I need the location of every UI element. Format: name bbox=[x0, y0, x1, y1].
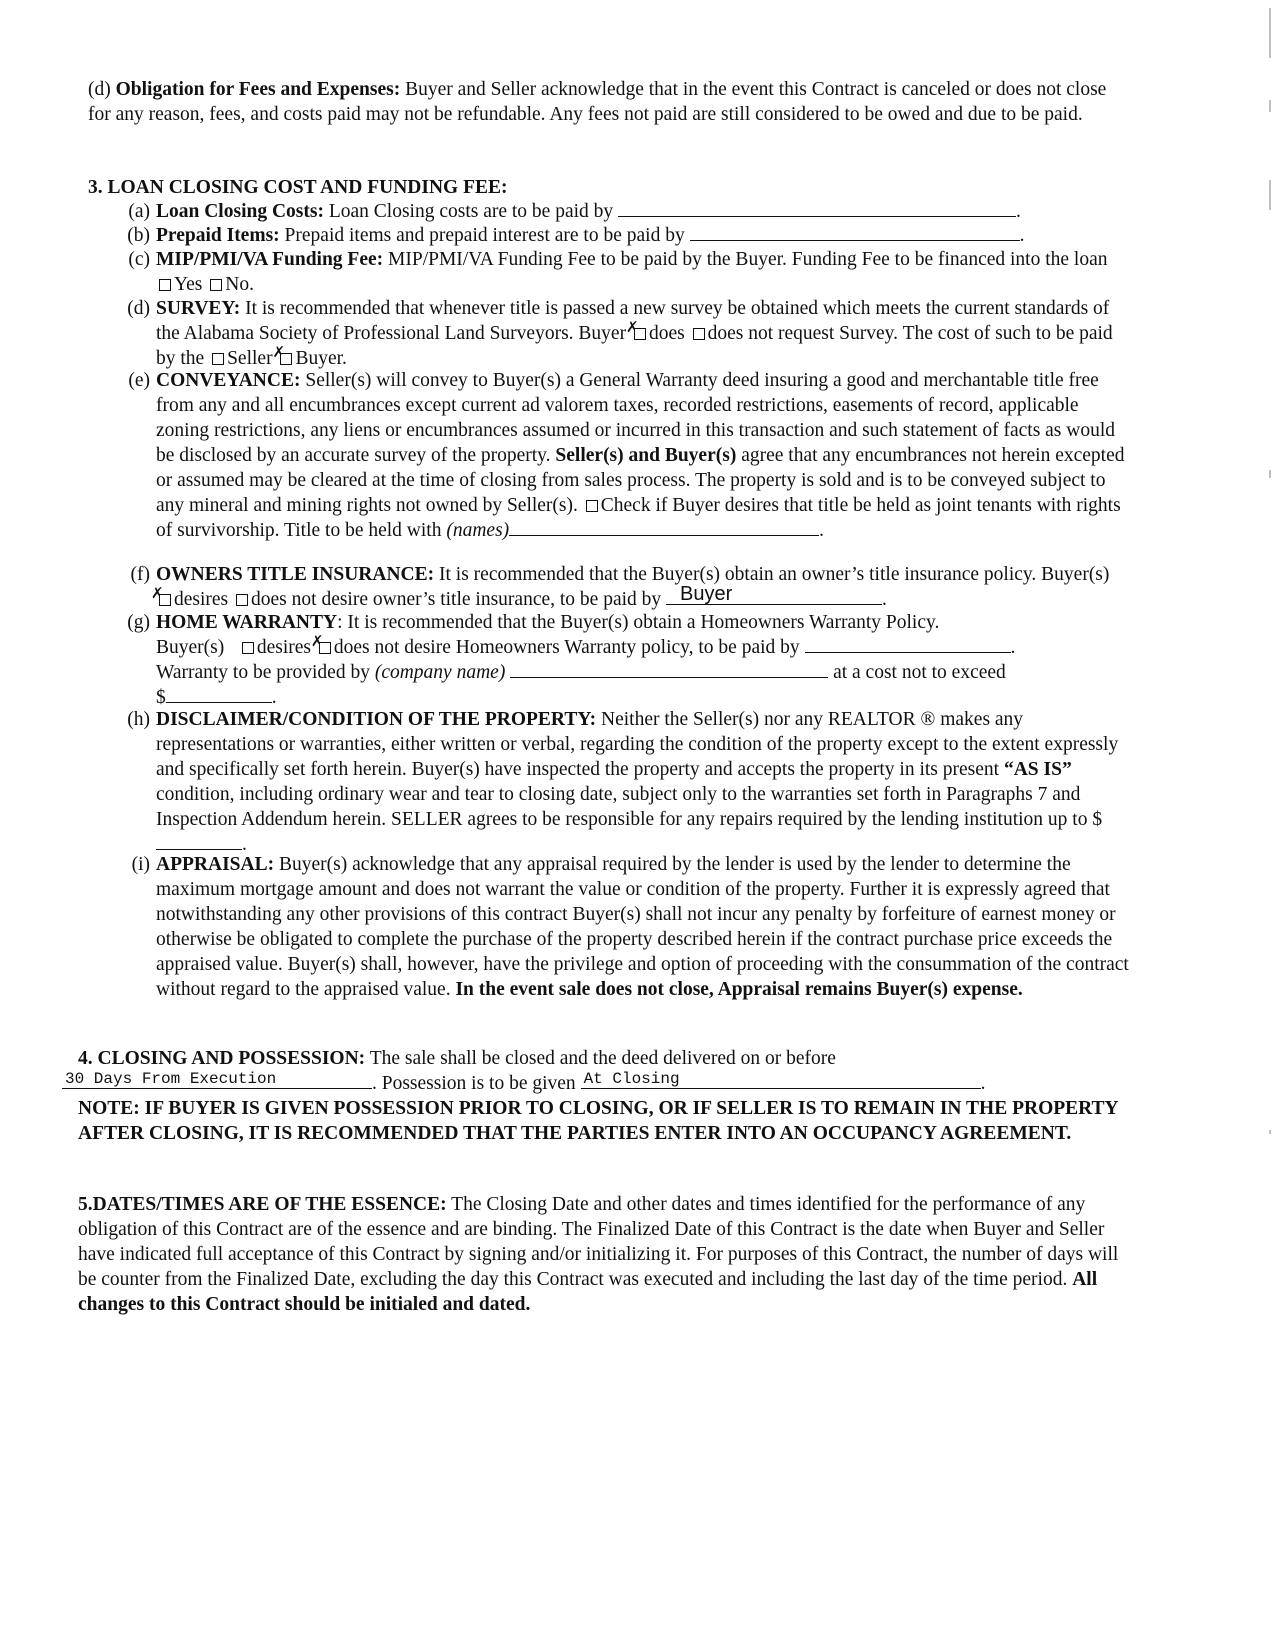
scan-mark bbox=[1269, 100, 1271, 112]
yes-label: Yes bbox=[174, 274, 203, 295]
scan-mark bbox=[1269, 8, 1271, 58]
section-3d bbox=[110, 296, 1130, 371]
title-insurance-paid-by-value: Buyer bbox=[680, 583, 733, 605]
section-3a-title: Loan Closing Costs: bbox=[156, 201, 324, 222]
section-3b-label: (b) bbox=[127, 225, 150, 246]
section-2d bbox=[88, 77, 1128, 127]
prepaid-items-paid-by-field[interactable] bbox=[690, 223, 1020, 241]
section-3e-title: CONVEYANCE: bbox=[156, 370, 301, 391]
section-4-text2: . Possession is to be given bbox=[372, 1073, 576, 1094]
scan-mark bbox=[1269, 1130, 1271, 1134]
section-3h-text2: condition, including ordinary wear and tear to closing date, subject only to the warranties set forth in Paragraphs 7 and Inspection Addendum herein. SELLER agrees to be responsible for any repairs required by the lending institution up to $ bbox=[156, 784, 1103, 830]
section-2d-title: Obligation for Fees and Expenses: bbox=[115, 79, 401, 100]
section-3i-label: (i) bbox=[131, 854, 150, 875]
section-3g-title: HOME WARRANTY bbox=[156, 612, 338, 633]
warranty-desires-checkbox[interactable] bbox=[242, 642, 254, 654]
section-3i-title: APPRAISAL: bbox=[156, 854, 275, 875]
closing-costs-paid-by-field[interactable] bbox=[618, 199, 1016, 217]
section-3a-text: Loan Closing costs are to be paid by bbox=[328, 201, 614, 222]
section-3g-label: (g) bbox=[127, 612, 150, 633]
section-5-text: The Closing Date and other dates and times identified for the performance of any obligation of this Contract are of the essence and are binding. The Finalized Date of this Contract is the date when Buyer and Seller have indicated full acceptance of this Contract by signing and/or initializing it. For purposes of this Contract, the number of days will be counter from the Finalized Date, excluding the day this Contract was executed and including the last day of the time period. bbox=[78, 1194, 1119, 1290]
title-insurance-not-desire-checkbox[interactable] bbox=[236, 594, 248, 606]
title-names-field[interactable] bbox=[509, 518, 819, 536]
section-3f-text: It is recommended that the Buyer(s) obtain an owner’s title insurance policy. Buyer(s) bbox=[439, 564, 1110, 585]
possession-field[interactable] bbox=[581, 1071, 981, 1089]
section-3c-text: MIP/PMI/VA Funding Fee to be paid by the Buyer. Funding Fee to be financed into the loan bbox=[388, 249, 1108, 270]
section-3h: (h) DISCLAIMER/CONDITION OF THE PROPERTY: Neither the Seller(s) nor any REALTOR ® makes any representations or warranties, either written or verbal, regarding the condition of the property except to the extent expressly and specifically set forth herein. Buyer(s) have inspected the property and accepts the property in its present “AS IS” condition, including ordinary wear and tear to closing date, subject only to the warranties set forth in Paragraphs 7 and Inspection Addendum herein. SELLER agrees to be responsible for any repairs required by the lending institution up to $. bbox=[110, 707, 1130, 857]
section-3a-label: (a) bbox=[128, 201, 150, 222]
section-3b: (b) Prepaid Items: Prepaid items and prepaid interest are to be paid by . bbox=[110, 223, 1130, 248]
title-insurance-desires-checkbox[interactable] bbox=[159, 594, 171, 606]
joint-tenants-checkbox[interactable] bbox=[586, 500, 598, 512]
section-3c-title: MIP/PMI/VA Funding Fee: bbox=[156, 249, 384, 270]
section-4 bbox=[65, 1046, 1133, 1146]
section-3a: (a) Loan Closing Costs: Loan Closing costs are to be paid by . bbox=[110, 199, 1130, 224]
names-label: (names) bbox=[446, 520, 510, 541]
section-3f-title: OWNERS TITLE INSURANCE: bbox=[156, 564, 435, 585]
section-3i bbox=[110, 852, 1130, 1002]
survey-cost-seller-checkbox[interactable] bbox=[212, 353, 224, 365]
occupancy-note bbox=[78, 1096, 1133, 1146]
as-is-text: “AS IS” bbox=[1003, 759, 1072, 780]
section-2d-text: Buyer and Seller acknowledge that in the event this Contract is canceled or does not close for any reason, fees, and costs paid may not be refundable. Any fees not paid are still considered to be owed and due to be paid. bbox=[88, 79, 1107, 125]
section-3e-text2: agree that any encumbrances not herein excepted or assumed may be cleared at the time of closing from sales process. The property is sold and is to be conveyed subject to any mineral and mining rights not owned by Seller(s). bbox=[156, 445, 1125, 516]
section-4-line2: 30 Days From Execution . Possession is to be given At Closing . bbox=[62, 1071, 1133, 1096]
survey-does-not-checkbox[interactable] bbox=[693, 328, 705, 340]
section-3-heading bbox=[88, 175, 1128, 200]
buyers-label: Buyer(s) bbox=[156, 637, 225, 658]
section-3g: (g) HOME WARRANTY: It is recommended that the Buyer(s) obtain a Homeowners Warranty Policy. Buyer(s) desires ✗ does not desire Homeowners Warranty policy, to be paid by . Warranty to be provided by (company name) at a cost not to exceed $ . bbox=[110, 610, 1130, 710]
warranty-company-field[interactable] bbox=[510, 660, 828, 678]
section-3c-label: (c) bbox=[128, 249, 150, 270]
section-4-text1: The sale shall be closed and the deed delivered on or before bbox=[369, 1048, 836, 1069]
section-3b-text: Prepaid items and prepaid interest are to be paid by bbox=[284, 225, 685, 246]
survey-cost-buyer-checkbox[interactable] bbox=[280, 353, 292, 365]
closing-date-value: 30 Days From Execution bbox=[65, 1070, 277, 1088]
section-3e-bold: Seller(s) and Buyer(s) bbox=[555, 445, 737, 466]
section-5 bbox=[78, 1192, 1133, 1317]
warranty-cost-label: at a cost not to exceed bbox=[833, 662, 1006, 683]
warranty-not-desire-checkbox[interactable] bbox=[319, 642, 331, 654]
survey-cost-text: The cost of such to be paid by the bbox=[156, 323, 1113, 369]
section-3c bbox=[110, 247, 1130, 297]
warranty-paid-by-field[interactable] bbox=[805, 635, 1011, 653]
does-not-label: does not request Survey. bbox=[707, 323, 899, 344]
section-2d-label: (d) bbox=[88, 79, 111, 100]
does-label: does bbox=[648, 323, 685, 344]
warranty-provided-by-label: Warranty to be provided by bbox=[156, 662, 370, 683]
scan-mark bbox=[1269, 180, 1271, 210]
section-3e: (e) CONVEYANCE: Seller(s) will convey to Buyer(s) a General Warranty deed insuring a good and merchantable title free from any and all encumbrances except current ad valorem taxes, recorded restrictions, easements of record, applicable zoning restrictions, any liens or encumbrances assumed or incurred in this transaction and such statement of facts as would be disclosed by an accurate survey of the property. Seller(s) and Buyer(s) agree that any encumbrances not herein excepted or assumed may be cleared at the time of closing from sales process. The property is sold and is to be conveyed subject to any mineral and mining rights not owned by Seller(s). Check if Buyer desires that title be held as joint tenants with rights of survivorship. Title to be held with (names) . bbox=[110, 368, 1130, 543]
section-3d-label: (d) bbox=[127, 298, 150, 319]
section-3e-text1: Seller(s) will convey to Buyer(s) a General Warranty deed insuring a good and merchantable title free from any and all encumbrances except current ad valorem taxes, recorded restrictions, easements of record, applicable zoning restrictions, any liens or encumbrances assumed or incurred in this transaction and such statement of facts as would be disclosed by an accurate survey of the property. bbox=[156, 370, 1116, 466]
section-3h-title: DISCLAIMER/CONDITION OF THE PROPERTY: bbox=[156, 709, 597, 730]
survey-does-checkbox[interactable] bbox=[634, 328, 646, 340]
section-3f: (f) OWNERS TITLE INSURANCE: It is recommended that the Buyer(s) obtain an owner’s title insurance policy. Buyer(s) ✗desires does not desire owner’s title insurance, to be paid by Buyer . bbox=[110, 562, 1130, 612]
section-3h-text1: Neither the Seller(s) nor any REALTOR ® makes any representations or warranties, either written or verbal, regarding the condition of the property except to the extent expressly and specifically set forth herein. Buyer(s) have inspected the property and accepts the property in its present bbox=[156, 709, 1119, 780]
warranty-cost-field[interactable] bbox=[166, 685, 272, 703]
section-3f-label: (f) bbox=[130, 564, 150, 585]
funding-fee-yes-checkbox[interactable] bbox=[159, 279, 171, 291]
section-3i-bold: In the event sale does not close, Appraisal remains Buyer(s) expense. bbox=[455, 979, 1023, 1000]
warranty-not-desire-label: does not desire Homeowners Warranty policy, to be paid by bbox=[333, 637, 800, 658]
seller-label: Seller bbox=[227, 348, 273, 369]
section-4-line1 bbox=[78, 1046, 1133, 1071]
scan-mark bbox=[1269, 470, 1271, 478]
buyer-label: Buyer. bbox=[295, 348, 347, 369]
section-3e-text3: Check if Buyer desires that title be held as joint tenants with rights of survivorship. Title to be held with bbox=[156, 495, 1121, 541]
section-5-bold: All changes to this Contract should be initialed and dated. bbox=[78, 1269, 1098, 1315]
repairs-amount-field[interactable] bbox=[156, 832, 242, 850]
section-3g-text: : It is recommended that the Buyer(s) obtain a Homeowners Warranty Policy. bbox=[337, 612, 940, 633]
section-3i-text: Buyer(s) acknowledge that any appraisal required by the lender is used by the lender to determine the maximum mortgage amount and does not warrant the value or condition of the property. Further it is expressly agreed that notwithstanding any other provisions of this contract Buyer(s) shall not incur any penalty by forfeiture of earnest money or otherwise be obligated to complete the purchase of the property described herein if the contract purchase price exceeds the appraised value. Buyer(s) shall, however, have the privilege and option of proceeding with the consummation of the contract without regard to the appraised value. bbox=[156, 854, 1129, 1000]
occupancy-note-text: NOTE: IF BUYER IS GIVEN POSSESSION PRIOR TO CLOSING, OR IF SELLER IS TO REMAIN IN THE PROPERTY AFTER CLOSING, IT IS RECOMMENDED THAT THE PARTIES ENTER INTO AN OCCUPANCY AGREEMENT. bbox=[78, 1098, 1118, 1144]
no-label: No. bbox=[225, 274, 254, 295]
section-3b-title: Prepaid Items: bbox=[156, 225, 280, 246]
dollar-sign: $ bbox=[156, 687, 166, 708]
section-3d-title: SURVEY: bbox=[156, 298, 241, 319]
section-5-title: 5.DATES/TIMES ARE OF THE ESSENCE: bbox=[78, 1194, 447, 1215]
desires-label: desires bbox=[174, 589, 229, 610]
section-3d-text: It is recommended that whenever title is passed a new survey be obtained which meets the current standards of the Alabama Society of Professional Land Surveyors. Buyer bbox=[156, 298, 1110, 344]
title-insurance-paid-by-field[interactable] bbox=[666, 583, 882, 605]
possession-value: At Closing bbox=[583, 1070, 680, 1088]
section-3h-label: (h) bbox=[127, 709, 150, 730]
closing-date-field[interactable] bbox=[62, 1071, 372, 1089]
section-3-title: 3. LOAN CLOSING COST AND FUNDING FEE: bbox=[88, 177, 508, 198]
section-4-title: 4. CLOSING AND POSSESSION: bbox=[78, 1048, 366, 1069]
not-desire-label: does not desire owner’s title insurance, to be paid by bbox=[251, 589, 662, 610]
warranty-desires-label: desires bbox=[256, 637, 312, 658]
funding-fee-no-checkbox[interactable] bbox=[210, 279, 222, 291]
company-name-label: (company name) bbox=[374, 662, 506, 683]
section-3e-label: (e) bbox=[128, 370, 150, 391]
